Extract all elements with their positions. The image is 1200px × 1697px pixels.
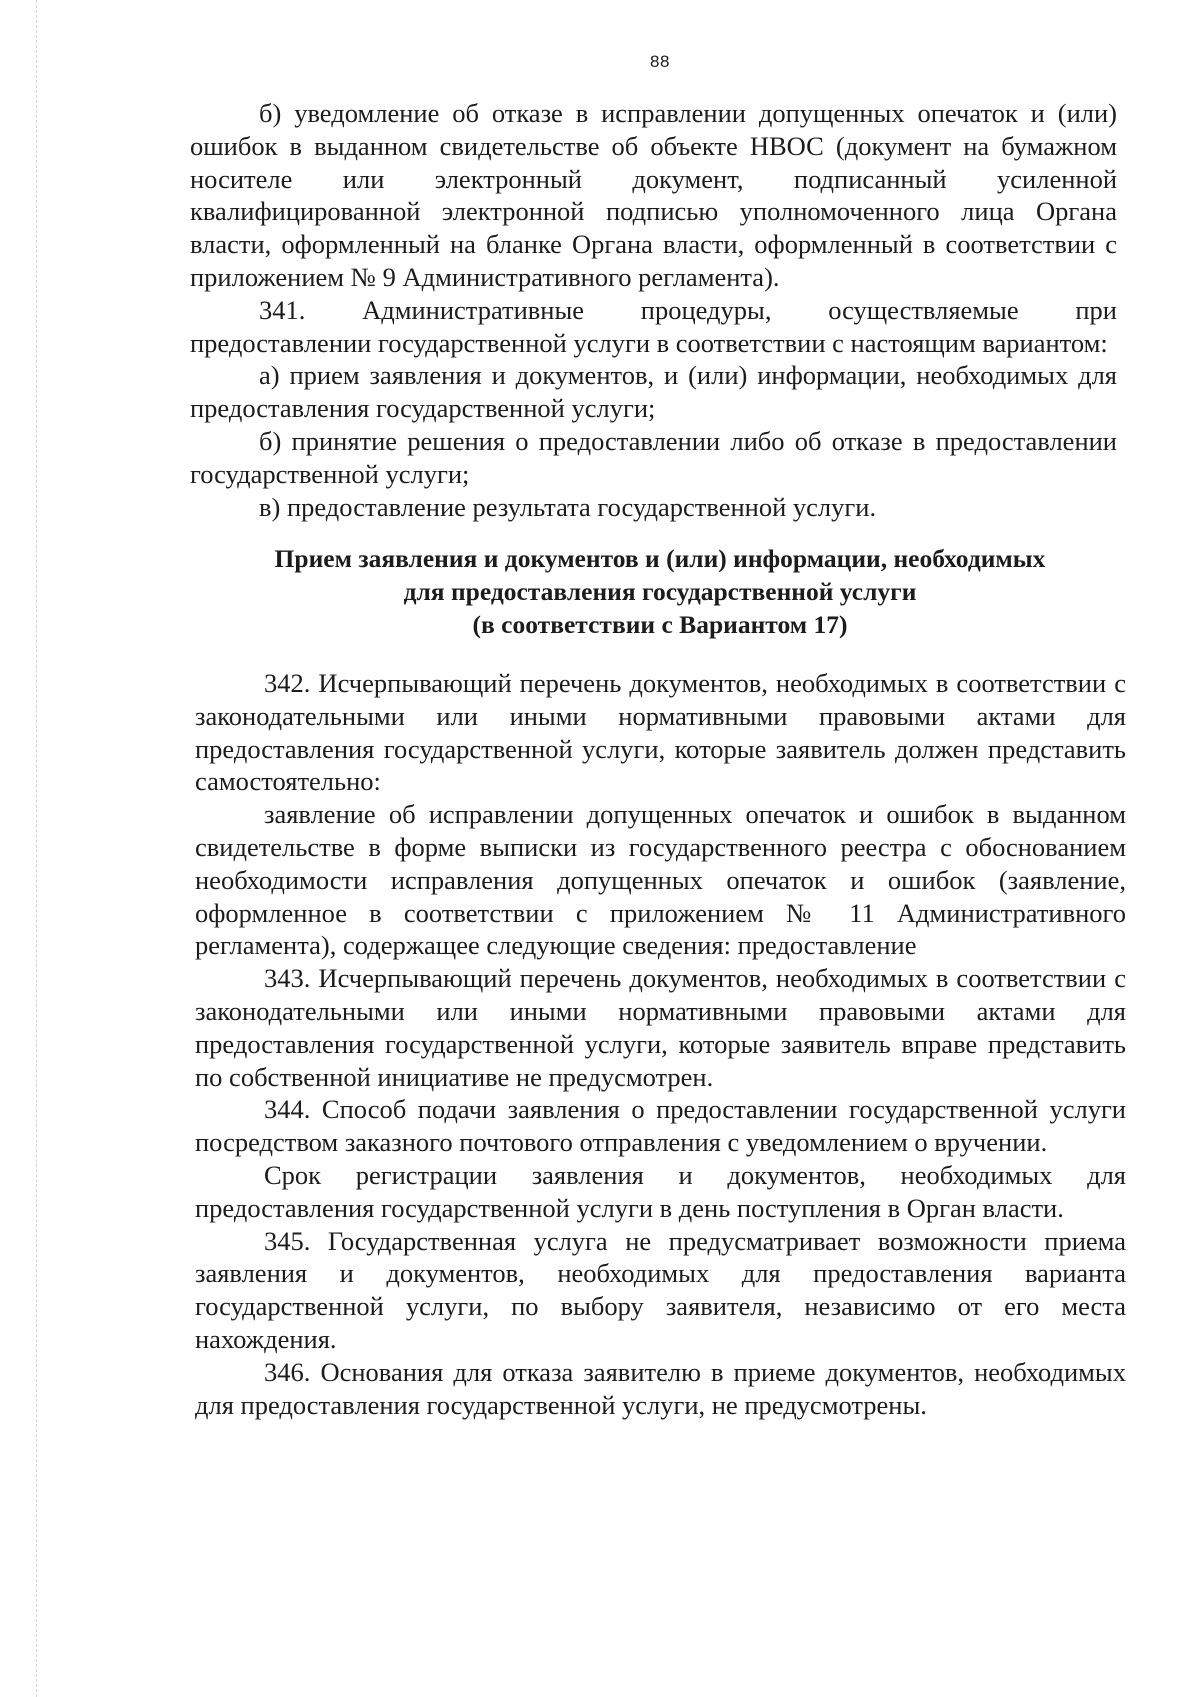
paragraph-342-application: заявление об исправлении допущенных опечаток и ошибок в выданном свидетельстве в форме выписки из государственного реестра с обоснованием необходимости исправления допущенных опечаток и ошибок (заявление, оформленное в соответствии с приложением № 11 Административного регламента), содержащее следующие сведения: предоставление bbox=[195, 799, 1126, 961]
section-heading-line: для предоставления государственной услуги bbox=[403, 576, 917, 606]
body-block-lower bbox=[195, 667, 1126, 1421]
paragraph-341-word: при bbox=[1075, 294, 1117, 325]
list-item-341-c: в) предоставление результата государственной услуги. bbox=[259, 491, 877, 522]
paragraph-344: 344. Способ подачи заявления о предоставлении государственной услуги посредством заказного почтового отправления с уведомлением о вручении. bbox=[195, 1094, 1126, 1158]
section-heading-line: Прием заявления и документов и (или) информации, необходимых bbox=[274, 544, 1046, 573]
paragraph-341-word: осуществляемые bbox=[828, 294, 1019, 325]
paragraph-notice-refusal: б) уведомление об отказе в исправлении допущенных опечаток и (или) ошибок в выданном свидетельстве об объекте НВОС (документ на бумажном носителе или электронный документ, подписанный усиленной квалифицированной электронной подписью уполномоченного лица Органа власти, оформленный на бланке Органа власти, оформленный в соответствии с приложением № 9 Административного регламента). bbox=[190, 98, 1117, 292]
paragraph-341-first-line bbox=[190, 294, 1117, 327]
paragraph-342: 342. Исчерпывающий перечень документов, необходимых в соответствии с законодательными или иными нормативными правовыми актами для предоставления государственной услуги, которые заявитель должен представить самостоятельно: bbox=[195, 668, 1126, 797]
paragraph-341-word: Административные bbox=[362, 294, 585, 325]
paragraph-345: 345. Государственная услуга не предусматривает возможности приема заявления и документов, необходимых для предоставления варианта государственной услуги, по выбору заявителя, независимо от его места нахождения. bbox=[195, 1225, 1126, 1354]
paragraph-341-word: процедуры, bbox=[640, 294, 772, 325]
paragraph-341-word: 341. bbox=[259, 294, 306, 325]
list-item-341-a: а) прием заявления и документов, и (или) информации, необходимых для предоставления государственной услуги; bbox=[190, 360, 1117, 424]
section-heading bbox=[190, 543, 1130, 641]
scan-edge-line bbox=[36, 0, 37, 1697]
paragraph-346: 346. Основания для отказа заявителю в приеме документов, необходимых для предоставления государственной услуги, не предусмотрены. bbox=[195, 1356, 1126, 1420]
body-block-upper bbox=[190, 97, 1117, 523]
page-number: 88 bbox=[650, 52, 670, 71]
section-heading-line: (в соответствии с Вариантом 17) bbox=[472, 609, 848, 639]
paragraph-341-continuation: предоставлении государственной услуги в соответствии с настоящим вариантом: bbox=[190, 327, 1108, 358]
list-item-341-b: б) принятие решения о предоставлении либо об отказе в предоставлении государственной услуги; bbox=[190, 425, 1117, 489]
paragraph-344-term: Срок регистрации заявления и документов, необходимых для предоставления государственной услуги в день поступления в Орган власти. bbox=[195, 1159, 1126, 1223]
paragraph-343: 343. Исчерпывающий перечень документов, необходимых в соответствии с законодательными или иными нормативными правовыми актами для предоставления государственной услуги, которые заявитель вправе представить по собственной инициативе не предусмотрен. bbox=[195, 963, 1126, 1092]
